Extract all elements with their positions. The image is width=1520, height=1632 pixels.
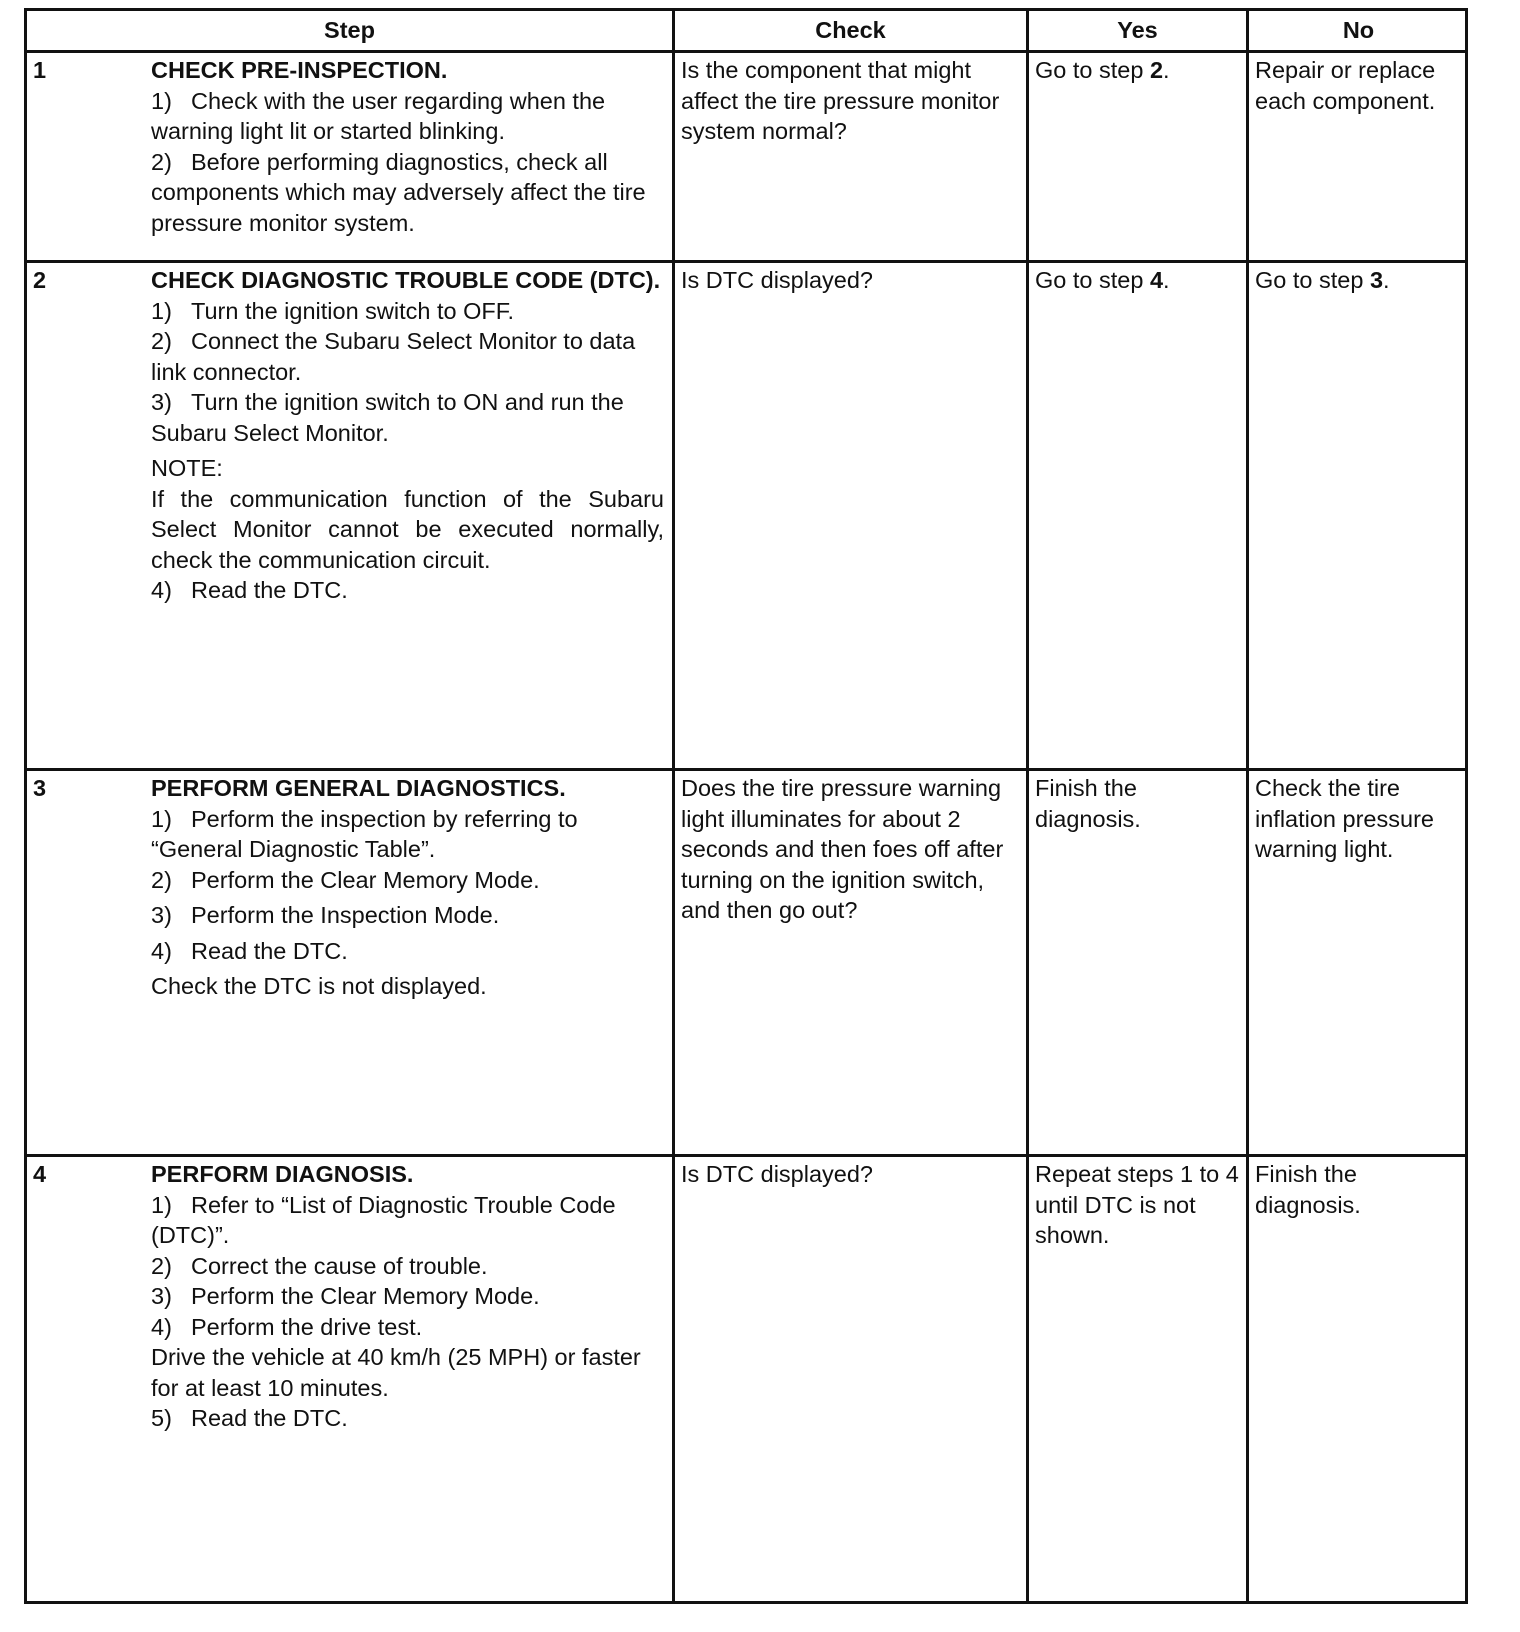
step-instruction: 3) Turn the ignition switch to ON and run the Subaru Select Monitor. <box>151 389 624 446</box>
step-instruction: 2) Connect the Subaru Select Monitor to data link connector. <box>151 328 636 385</box>
step-title: PERFORM DIAGNOSIS. <box>151 1161 414 1187</box>
table-row <box>27 263 1465 771</box>
step-instruction: 1) Turn the ignition switch to OFF. <box>151 297 515 324</box>
table-row <box>27 1157 1465 1601</box>
step-description <box>151 53 675 260</box>
check-question: Does the tire pressure warning light illuminates for about 2 seconds and then foes off after turning on the ignition switch, and then go out? <box>675 771 1029 1154</box>
step-instruction: 4) Perform the drive test. <box>151 1313 423 1340</box>
step-description <box>151 771 675 1154</box>
no-action: Check the tire inflation pressure warning light. <box>1255 775 1434 862</box>
check-question: Is the component that might affect the tire pressure monitor system normal? <box>675 53 1029 260</box>
check-question: Is DTC displayed? <box>675 263 1029 768</box>
step-instruction: 2) Before performing diagnostics, check all components which may adversely affect the tire pressure monitor system. <box>151 148 646 236</box>
yes-action: Go to step 2. <box>1029 53 1249 260</box>
no-action: Go to step 3. <box>1255 267 1390 293</box>
step-instruction: 3) Perform the Inspection Mode. <box>151 902 500 928</box>
no-action: Repair or replace each component. <box>1255 57 1436 114</box>
step-title: PERFORM GENERAL DIAGNOSTICS. <box>151 775 566 801</box>
yes-action: Go to step 4. <box>1029 263 1249 768</box>
step-instruction: 4) Read the DTC. <box>151 577 348 603</box>
no-action: Finish the diagnosis. <box>1255 1161 1361 1218</box>
step-number: 1 <box>33 57 47 83</box>
step-trailer: Check the DTC is not displayed. <box>151 973 487 999</box>
note-label: NOTE: <box>151 455 223 481</box>
step-number: 4 <box>33 1161 47 1187</box>
step-instruction: 4) Read the DTC. <box>151 937 348 964</box>
table-row <box>27 53 1465 263</box>
step-title: CHECK DIAGNOSTIC TROUBLE CODE (DTC). <box>151 267 661 293</box>
table-row <box>27 771 1465 1157</box>
check-question: Is DTC displayed? <box>675 1157 1029 1601</box>
step-instruction: 1) Perform the inspection by referring to “General Diagnostic Table”. <box>151 805 578 862</box>
step-instruction: 2) Correct the cause of trouble. <box>151 1252 488 1279</box>
yes-action: Finish the diagnosis. <box>1029 771 1249 1154</box>
step-trailer: Drive the vehicle at 40 km/h (25 MPH) or faster for at least 10 minutes. <box>151 1344 641 1401</box>
yes-action: Repeat steps 1 to 4 until DTC is not shown. <box>1029 1157 1249 1601</box>
step-number: 2 <box>33 267 47 293</box>
step-number: 3 <box>33 775 47 801</box>
step-description <box>151 263 675 768</box>
header-yes: Yes <box>1029 11 1249 50</box>
header-no: No <box>1342 17 1375 43</box>
step-instruction: 3) Perform the Clear Memory Mode. <box>151 1283 540 1309</box>
step-instruction: 5) Read the DTC. <box>151 1405 348 1431</box>
step-instruction: 2) Perform the Clear Memory Mode. <box>151 866 540 893</box>
header-step: Step <box>27 11 675 50</box>
step-instruction: 1) Check with the user regarding when the warning light lit or started blinking. <box>151 87 606 144</box>
diagnostic-table <box>24 8 1468 1604</box>
table-header-row <box>27 11 1465 53</box>
step-description <box>151 1157 675 1601</box>
header-check: Check <box>675 11 1029 50</box>
note-text: If the communication function of the Subaru Select Monitor cannot be executed normally, check the communication circuit. <box>151 485 664 573</box>
step-title: CHECK PRE-INSPECTION. <box>151 57 448 83</box>
step-instruction: 1) Refer to “List of Diagnostic Trouble Code (DTC)”. <box>151 1191 616 1248</box>
